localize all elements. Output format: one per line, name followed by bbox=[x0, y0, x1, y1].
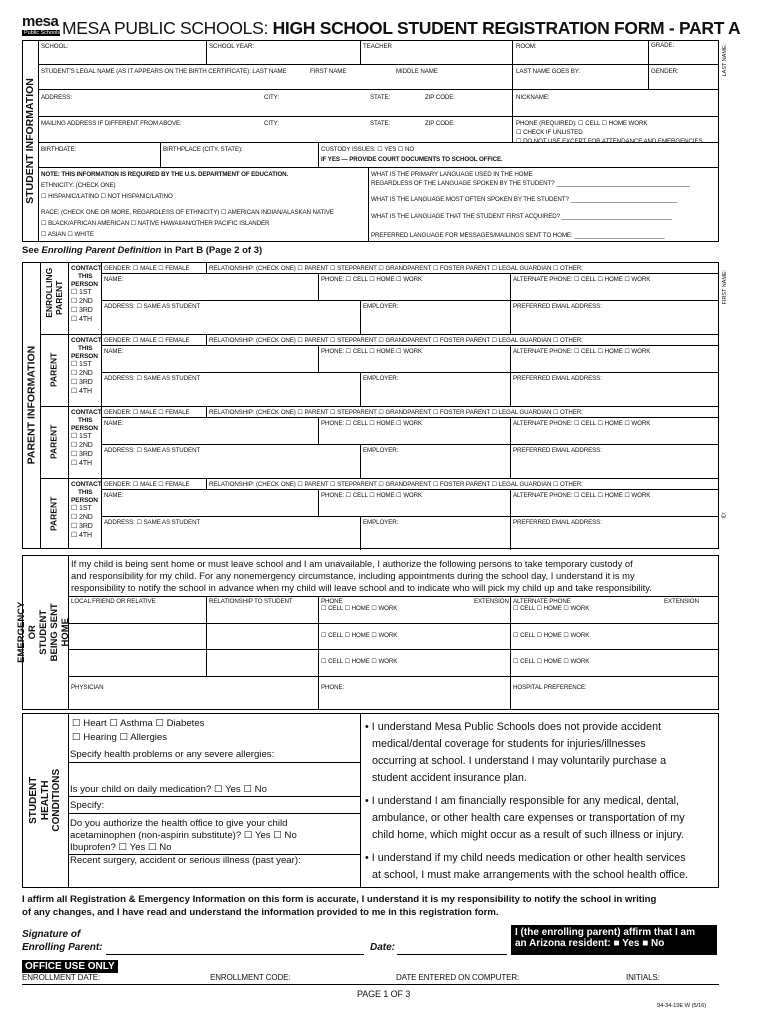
insurance-bullet-4: student accident insurance plan. bbox=[372, 772, 527, 784]
contact-order-4[interactable]: ☐ 4TH bbox=[71, 388, 92, 395]
parent-block-label: PARENT bbox=[48, 496, 59, 531]
contact-label: CONTACT bbox=[71, 265, 102, 272]
parent-phone-field[interactable]: PHONE: ☐ CELL ☐ HOME ☐ WORK bbox=[321, 492, 423, 499]
parent-relationship-checkbox[interactable]: RELATIONSHIP: (CHECK ONE) ☐ PARENT ☐ STEPPARENT ☐ GRANDPARENT ☐ FOSTER PARENT ☐ LEGAL GUARDIAN ☐ OTHER: bbox=[209, 337, 583, 344]
side-first-name: FIRST NAME: bbox=[721, 269, 728, 305]
contact-order-4[interactable]: ☐ 4TH bbox=[71, 460, 92, 467]
phone-required-field[interactable]: PHONE (REQUIRED): ☐ CELL ☐ HOME WORK bbox=[516, 120, 648, 127]
parent-name-field[interactable]: NAME: bbox=[104, 276, 124, 283]
nickname-field[interactable]: NICKNAME: bbox=[516, 94, 550, 101]
preferred-language-field[interactable]: PREFERRED LANGUAGE FOR MESSAGES/MAILINGS SENT TO HOME: ___________________________ bbox=[371, 232, 665, 239]
medication-bullet-1: • I understand if my child needs medication or other health services bbox=[365, 852, 686, 864]
title-bold: HIGH SCHOOL STUDENT REGISTRATION FORM - PART A bbox=[272, 18, 741, 38]
contact-label: CONTACT bbox=[71, 337, 102, 344]
col-extension-2: EXTENSION bbox=[664, 598, 699, 605]
school-field[interactable]: SCHOOL: bbox=[41, 43, 69, 50]
signature-label-1: Signature of bbox=[22, 929, 81, 940]
medication-bullet-2: at school, I must make arrangements with the school health office. bbox=[372, 869, 689, 881]
contact-order-1[interactable]: ☐ 1ST bbox=[71, 289, 92, 296]
parent-email-field[interactable]: PREFERRED EMAIL ADDRESS: bbox=[513, 519, 602, 526]
contact-order-3[interactable]: ☐ 3RD bbox=[71, 523, 93, 530]
parent-address-field[interactable]: ADDRESS: ☐ SAME AS STUDENT bbox=[104, 375, 201, 382]
state2-field[interactable]: STATE: bbox=[370, 120, 391, 127]
title-plain: MESA PUBLIC SCHOOLS: bbox=[62, 18, 273, 38]
page-number: PAGE 1 OF 3 bbox=[357, 989, 411, 999]
custody-checkbox[interactable]: CUSTODY ISSUES: ☐ YES ☐ NO bbox=[321, 146, 415, 153]
zip2-field[interactable]: ZIP CODE: bbox=[425, 120, 455, 127]
arizona-line-2[interactable]: an Arizona resident: ■ Yes ■ No bbox=[515, 938, 665, 949]
parent-email-field[interactable]: PREFERRED EMAIL ADDRESS: bbox=[513, 447, 602, 454]
student-section-label: STUDENT INFORMATION bbox=[23, 78, 36, 204]
middle-name-field[interactable]: MIDDLE NAME bbox=[396, 68, 438, 75]
parent-block-label: PARENT bbox=[48, 352, 59, 387]
contact-order-4[interactable]: ☐ 4TH bbox=[71, 316, 92, 323]
health-conditions-2[interactable]: ☐ Hearing ☐ Allergies bbox=[72, 732, 168, 743]
health-section-label: STUDENT HEALTH CONDITIONS bbox=[27, 769, 62, 832]
school-year-field[interactable]: SCHOOL YEAR: bbox=[209, 43, 254, 50]
parent-employer-field[interactable]: EMPLOYER: bbox=[363, 447, 399, 454]
race-options-2[interactable]: ☐ BLACK/AFRICAN AMERICAN ☐ NATIVE HAWAIIAN/OTHER PACIFIC ISLANDER bbox=[41, 220, 270, 227]
emergency-alt-phone-type[interactable]: ☐ CELL ☐ HOME ☐ WORK bbox=[513, 605, 590, 612]
zip-field[interactable]: ZIP CODE: bbox=[425, 94, 455, 101]
parent-section-label: PARENT INFORMATION bbox=[24, 346, 37, 465]
emergency-paragraph-3: responsibility to notify the school in advance when my child will leave school and to indicate who will pick my child up and take responsibility. bbox=[71, 582, 652, 593]
contact-order-2[interactable]: ☐ 2ND bbox=[71, 370, 93, 377]
contact-order-1[interactable]: ☐ 1ST bbox=[71, 505, 92, 512]
medication-question[interactable]: Is your child on daily medication? ☐ Yes ☐ No bbox=[70, 784, 267, 795]
birthdate-field[interactable]: BIRTHDATE: bbox=[41, 146, 77, 153]
initials-field[interactable]: INITIALS: bbox=[626, 973, 660, 982]
office-use-label: OFFICE USE ONLY bbox=[22, 960, 118, 973]
parent-gender-checkbox[interactable]: GENDER: ☐ MALE ☐ FEMALE bbox=[104, 337, 190, 344]
date-line[interactable] bbox=[397, 954, 507, 955]
date-label: Date: bbox=[370, 942, 396, 953]
first-language-field[interactable]: WHAT IS THE LANGUAGE THAT THE STUDENT FIRST ACQUIRED? _________________________________ bbox=[371, 213, 672, 220]
financial-bullet-1: • I understand I am financially responsible for any medical, dental, bbox=[365, 795, 680, 807]
enrolling-parent-note: See Enrolling Parent Definition in Part B (Page 2 of 3) bbox=[22, 245, 263, 256]
financial-bullet-2: ambulance, or other health care expenses or transportation of my bbox=[372, 812, 685, 824]
financial-bullet-3: child home, which might occur as a result of such illness or injury. bbox=[372, 829, 684, 841]
parent-name-field[interactable]: NAME: bbox=[104, 420, 124, 427]
ethnicity-label: ETHNICITY: (CHECK ONE) bbox=[41, 182, 116, 189]
insurance-bullet-1: • I understand Mesa Public Schools does not provide accident bbox=[365, 721, 662, 733]
emergency-phone-type[interactable]: ☐ CELL ☐ HOME ☐ WORK bbox=[321, 632, 398, 639]
parent-alt-phone-field[interactable]: ALTERNATE PHONE: ☐ CELL ☐ HOME ☐ WORK bbox=[513, 492, 651, 499]
grade-field[interactable]: GRADE: bbox=[651, 42, 675, 49]
insurance-bullet-2: medical/dental coverage for students for injuries/illnesses bbox=[372, 738, 646, 750]
side-id: ID: bbox=[721, 511, 728, 519]
affirm-line-1: I affirm all Registration & Emergency Information on this form is accurate, I understand it is my responsibility to notify the school in writing bbox=[22, 894, 657, 905]
contact-label-person: PERSON bbox=[71, 497, 98, 504]
birthplace-field[interactable]: BIRTHPLACE (CITY, STATE): bbox=[163, 146, 243, 153]
parent-name-field[interactable]: NAME: bbox=[104, 492, 124, 499]
unlisted-checkbox[interactable]: ☐ CHECK IF UNLISTED bbox=[516, 129, 583, 136]
date-entered-field[interactable]: DATE ENTERED ON COMPUTER: bbox=[396, 973, 520, 982]
physician-phone-field[interactable]: PHONE: bbox=[321, 684, 345, 691]
signature-label-2: Enrolling Parent: bbox=[22, 942, 103, 953]
arizona-resident-box[interactable] bbox=[511, 925, 717, 955]
contact-order-2[interactable]: ☐ 2ND bbox=[71, 514, 93, 521]
home-language-field-2[interactable]: REGARDLESS OF THE LANGUAGE SPOKEN BY THE STUDENT? ________________________________________ bbox=[371, 180, 690, 187]
contact-order-3[interactable]: ☐ 3RD bbox=[71, 307, 93, 314]
emergency-phone-type[interactable]: ☐ CELL ☐ HOME ☐ WORK bbox=[321, 658, 398, 665]
custody-note: IF YES — PROVIDE COURT DOCUMENTS TO SCHOOL OFFICE. bbox=[321, 156, 503, 163]
side-last-name: LAST NAME: bbox=[721, 43, 728, 77]
parent-email-field[interactable]: PREFERRED EMAIL ADDRESS: bbox=[513, 303, 602, 310]
mailing-address-field[interactable]: MAILING ADDRESS IF DIFFERENT FROM ABOVE: bbox=[41, 120, 182, 127]
logo-subtext: Public Schools bbox=[24, 30, 61, 36]
parent-relationship-checkbox[interactable]: RELATIONSHIP: (CHECK ONE) ☐ PARENT ☐ STEPPARENT ☐ GRANDPARENT ☐ FOSTER PARENT ☐ LEGAL GUARDIAN ☐ OTHER: bbox=[209, 481, 583, 488]
form-code: 94-34-19E W (5/16) bbox=[657, 1003, 707, 1009]
parent-employer-field[interactable]: EMPLOYER: bbox=[363, 519, 399, 526]
affirm-line-2: of any changes, and I have read and understand the information provided to me in this registration form. bbox=[22, 907, 499, 918]
health-conditions-1[interactable]: ☐ Heart ☐ Asthma ☐ Diabetes bbox=[72, 718, 205, 729]
parent-block-label: ENROLLING PARENT bbox=[43, 267, 64, 318]
emergency-section-label: EMERGENCY OR STUDENT BEING SENT HOME bbox=[16, 601, 72, 664]
parent-email-field[interactable]: PREFERRED EMAIL ADDRESS: bbox=[513, 375, 602, 382]
parent-name-field[interactable]: NAME: bbox=[104, 348, 124, 355]
contact-order-1[interactable]: ☐ 1ST bbox=[71, 361, 92, 368]
contact-label-person: PERSON bbox=[71, 425, 98, 432]
doe-note: NOTE: THIS INFORMATION IS REQUIRED BY THE U.S. DEPARTMENT OF EDUCATION. bbox=[41, 171, 289, 178]
col-alt-phone: ALTERNATE PHONE bbox=[513, 598, 571, 605]
parent-address-field[interactable]: ADDRESS: ☐ SAME AS STUDENT bbox=[104, 303, 201, 310]
contact-order-3[interactable]: ☐ 3RD bbox=[71, 451, 93, 458]
emergency-only-checkbox[interactable]: ☐ DO NOT USE EXCEPT FOR ATTENDANCE AND EMERGENCIES bbox=[516, 138, 703, 145]
race-options-3[interactable]: ☐ ASIAN ☐ WHITE bbox=[41, 231, 94, 238]
contact-order-4[interactable]: ☐ 4TH bbox=[71, 532, 92, 539]
physician-field[interactable]: PHYSICIAN bbox=[71, 684, 104, 691]
parent-phone-field[interactable]: PHONE: ☐ CELL ☐ HOME ☐ WORK bbox=[321, 420, 423, 427]
col-extension: EXTENSION bbox=[474, 598, 509, 605]
address-field[interactable]: ADDRESS: bbox=[41, 94, 72, 101]
parent-relationship-checkbox[interactable]: RELATIONSHIP: (CHECK ONE) ☐ PARENT ☐ STEPPARENT ☐ GRANDPARENT ☐ FOSTER PARENT ☐ LEGAL GUARDIAN ☐ OTHER: bbox=[209, 265, 583, 272]
ethnicity-options[interactable]: ☐ HISPANIC/LATINO ☐ NOT HISPANIC/LATINO bbox=[41, 193, 173, 200]
enrollment-date-field[interactable]: ENROLLMENT DATE: bbox=[22, 973, 101, 982]
parent-address-field[interactable]: ADDRESS: ☐ SAME AS STUDENT bbox=[104, 519, 201, 526]
parent-phone-field[interactable]: PHONE: ☐ CELL ☐ HOME ☐ WORK bbox=[321, 348, 423, 355]
parent-alt-phone-field[interactable]: ALTERNATE PHONE: ☐ CELL ☐ HOME ☐ WORK bbox=[513, 276, 651, 283]
enrollment-code-field[interactable]: ENROLLMENT CODE: bbox=[210, 973, 291, 982]
contact-order-2[interactable]: ☐ 2ND bbox=[71, 442, 93, 449]
contact-label: CONTACT bbox=[71, 481, 102, 488]
contact-label-person: PERSON bbox=[71, 353, 98, 360]
medication-specify-field[interactable]: Specify: bbox=[70, 800, 105, 811]
col-relationship: RELATIONSHIP TO STUDENT bbox=[209, 598, 293, 605]
arizona-line-1: I (the enrolling parent) affirm that I am bbox=[515, 927, 696, 938]
contact-order-2[interactable]: ☐ 2ND bbox=[71, 298, 93, 305]
emergency-paragraph-1: If my child is being sent home or must leave school and I am unavailable, I authorize the following persons to take temporary custody of bbox=[71, 558, 633, 569]
city-field[interactable]: CITY: bbox=[264, 94, 279, 101]
race-options[interactable]: RACE: (CHECK ONE OR MORE, REGARDLESS OF ETHNICITY) ☐ AMERICAN INDIAN/ALASKAN NATIVE bbox=[41, 209, 334, 216]
acetaminophen-checkbox[interactable]: acetaminophen (non-aspirin substitute)? ☐ Yes ☐ No bbox=[70, 830, 297, 841]
signature-line[interactable] bbox=[106, 954, 364, 955]
contact-label-this: THIS bbox=[78, 345, 93, 352]
mesa-logo bbox=[22, 14, 60, 40]
contact-order-3[interactable]: ☐ 3RD bbox=[71, 379, 93, 386]
contact-label-this: THIS bbox=[78, 273, 93, 280]
parent-phone-field[interactable]: PHONE: ☐ CELL ☐ HOME ☐ WORK bbox=[321, 276, 423, 283]
often-language-field[interactable]: WHAT IS THE LANGUAGE MOST OFTEN SPOKEN BY THE STUDENT? ________________________________ bbox=[371, 196, 678, 203]
parent-gender-checkbox[interactable]: GENDER: ☐ MALE ☐ FEMALE bbox=[104, 265, 190, 272]
legal-last-name-field[interactable]: STUDENT'S LEGAL NAME (AS IT APPEARS ON THE BIRTH CERTIFICATE): LAST NAME bbox=[41, 68, 287, 75]
page-title bbox=[62, 18, 740, 38]
emergency-alt-phone-type[interactable]: ☐ CELL ☐ HOME ☐ WORK bbox=[513, 632, 590, 639]
emergency-alt-phone-type[interactable]: ☐ CELL ☐ HOME ☐ WORK bbox=[513, 658, 590, 665]
state-field[interactable]: STATE: bbox=[370, 94, 391, 101]
logo-text: mesa bbox=[22, 13, 59, 30]
recent-surgery-field[interactable]: Recent surgery, accident or serious illness (past year): bbox=[70, 855, 301, 866]
parent-gender-checkbox[interactable]: GENDER: ☐ MALE ☐ FEMALE bbox=[104, 409, 190, 416]
hospital-field[interactable]: HOSPITAL PREFERENCE: bbox=[513, 684, 587, 691]
parent-alt-phone-field[interactable]: ALTERNATE PHONE: ☐ CELL ☐ HOME ☐ WORK bbox=[513, 420, 651, 427]
contact-label: CONTACT bbox=[71, 409, 102, 416]
parent-address-field[interactable]: ADDRESS: ☐ SAME AS STUDENT bbox=[104, 447, 201, 454]
contact-order-1[interactable]: ☐ 1ST bbox=[71, 433, 92, 440]
specify-health-field[interactable]: Specify health problems or any severe allergies: bbox=[70, 749, 275, 760]
emergency-phone-type[interactable]: ☐ CELL ☐ HOME ☐ WORK bbox=[321, 605, 398, 612]
col-friend: LOCAL FRIEND OR RELATIVE bbox=[71, 598, 156, 605]
contact-label-this: THIS bbox=[78, 417, 93, 424]
parent-employer-field[interactable]: EMPLOYER: bbox=[363, 375, 399, 382]
teacher-field[interactable]: TEACHER bbox=[363, 43, 392, 50]
city2-field[interactable]: CITY: bbox=[264, 120, 279, 127]
parent-relationship-checkbox[interactable]: RELATIONSHIP: (CHECK ONE) ☐ PARENT ☐ STEPPARENT ☐ GRANDPARENT ☐ FOSTER PARENT ☐ LEGAL GUARDIAN ☐ OTHER: bbox=[209, 409, 583, 416]
contact-label-this: THIS bbox=[78, 489, 93, 496]
home-language-field[interactable]: WHAT IS THE PRIMARY LANGUAGE USED IN THE HOME bbox=[371, 171, 533, 178]
insurance-bullet-3: occurring at school. I understand I may voluntarily purchase a bbox=[372, 755, 667, 767]
acetaminophen-question: Do you authorize the health office to give your child bbox=[70, 818, 288, 829]
parent-employer-field[interactable]: EMPLOYER: bbox=[363, 303, 399, 310]
contact-label-person: PERSON bbox=[71, 281, 98, 288]
parent-alt-phone-field[interactable]: ALTERNATE PHONE: ☐ CELL ☐ HOME ☐ WORK bbox=[513, 348, 651, 355]
gender-field[interactable]: GENDER: bbox=[651, 68, 679, 75]
parent-block-label: PARENT bbox=[48, 424, 59, 459]
last-name-goes-by-field[interactable]: LAST NAME GOES BY: bbox=[516, 68, 581, 75]
first-name-field[interactable]: FIRST NAME bbox=[310, 68, 347, 75]
col-phone: PHONE bbox=[321, 598, 343, 605]
ibuprofen-checkbox[interactable]: Ibuprofen? ☐ Yes ☐ No bbox=[70, 842, 172, 853]
emergency-paragraph-2: and responsibility for my child. For any nonemergency circumstance, including appointments during the school day, I understand it is my bbox=[71, 570, 635, 581]
parent-gender-checkbox[interactable]: GENDER: ☐ MALE ☐ FEMALE bbox=[104, 481, 190, 488]
room-field[interactable]: ROOM: bbox=[516, 43, 537, 50]
